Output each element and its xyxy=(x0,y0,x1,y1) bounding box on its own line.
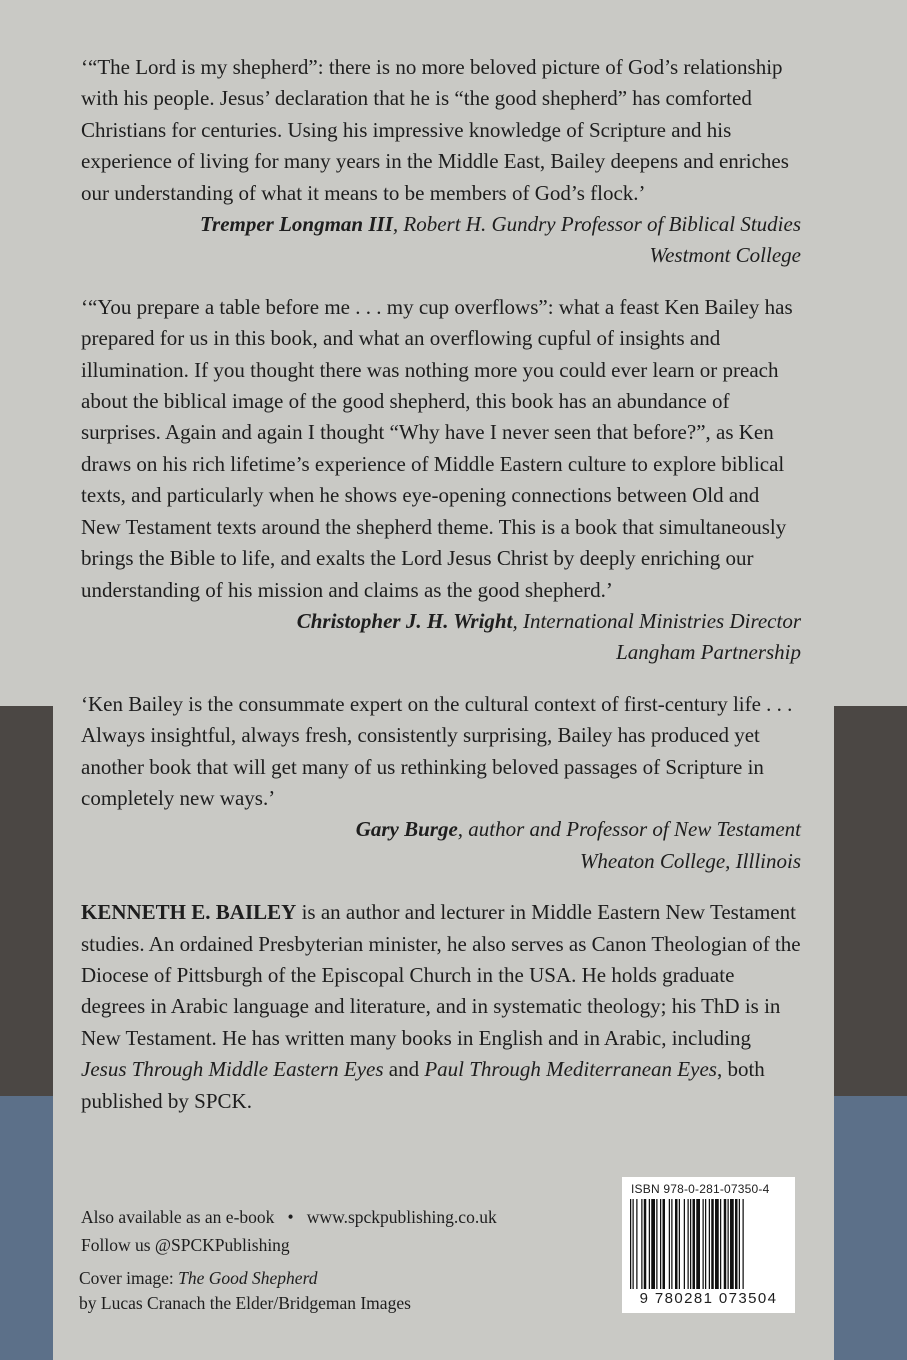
barcode-bar xyxy=(649,1199,650,1289)
left-dark-band xyxy=(0,706,53,1096)
endorsement-3 xyxy=(81,689,801,877)
barcode-bar xyxy=(693,1199,696,1289)
barcode-bar xyxy=(703,1199,704,1289)
endorsement-quote: ‘“You prepare a table before me . . . my cup overflows”: what a feast Ken Bailey has prepared for us in this book, and what an overflowing cupful of insights and illumination. If you thought there was nothing more you could ever learn or preach about the biblical image of the good shepherd, this book has an abundance of surprises. Again and again I thought “Why have I never seen that before?”, as Ken draws on his rich lifetime’s experience of Middle Eastern culture to explore biblical texts, and particularly when he shows eye-opening connections between Old and New Testament texts around the shepherd theme. This is a book that simultaneously brings the Bible to life, and exalts the Lord Jesus Christ by deeply enriching our understanding of his mission and claims as the good shepherd.’ xyxy=(81,294,793,602)
barcode xyxy=(622,1177,795,1313)
barcode-bar xyxy=(715,1199,719,1289)
endorser-title: , International Ministries Director xyxy=(512,608,801,633)
barcode-bar xyxy=(739,1199,740,1289)
right-blue-band xyxy=(834,1096,907,1360)
endorser-title: , author and Professor of New Testament xyxy=(457,817,801,842)
cover-image-credit xyxy=(79,1266,411,1316)
barcode-bar xyxy=(651,1199,655,1289)
book-title: Jesus Through Middle Eastern Eyes xyxy=(81,1057,384,1082)
endorsement-attribution xyxy=(81,606,801,669)
barcode-bar xyxy=(669,1199,670,1289)
endorsement-2 xyxy=(81,292,801,669)
bio-text: , both published by SPCK. xyxy=(81,1057,765,1113)
barcode-bar xyxy=(671,1199,672,1289)
barcode-bar xyxy=(728,1199,729,1289)
barcode-bar xyxy=(735,1199,738,1289)
endorsement-quote: ‘“The Lord is my shepherd”: there is no more beloved picture of God’s relationship with his people. Jesus’ declaration that he is “the good shepherd” has comforted Christians for centuries. Using his impressive knowledge of Scripture and his experience of living for many years in the Middle East, Bailey deepens and enriches our understanding of what it means to be members of God’s flock.’ xyxy=(81,55,789,205)
barcode-bar xyxy=(660,1199,661,1289)
barcode-bar xyxy=(656,1199,657,1289)
author-bio xyxy=(81,897,801,1117)
back-cover-text xyxy=(81,52,801,1117)
barcode-bar xyxy=(679,1199,680,1289)
endorsement-quote: ‘Ken Bailey is the consummate expert on the cultural context of first-century life . . . Always insightful, always fresh, consistently surprising, Bailey has produced yet another book that will get many of us rethinking beloved passages of Scripture in completely new ways.’ xyxy=(81,691,793,810)
barcode-bar xyxy=(720,1199,721,1289)
barcode-bar xyxy=(688,1199,689,1289)
bio-text: is an author and lecturer in Middle Eastern New Testament studies. An ordained Presbyterian minister, he also serves as Canon Theologian of the Diocese of Pittsburgh of the Episcopal Church in the USA. He holds graduate degrees in Arabic language and literature, and in systematic theology; his ThD is in New Testament. He has written many books in English and in Arabic, including xyxy=(81,900,801,1050)
publisher-footer xyxy=(81,1203,497,1259)
endorser-institution: Langham Partnership xyxy=(616,640,801,665)
endorser-title: , Robert H. Gundry Professor of Biblical Studies xyxy=(392,212,801,237)
barcode-bar xyxy=(684,1199,685,1289)
endorsement-attribution xyxy=(81,814,801,877)
endorsement-1 xyxy=(81,52,801,272)
barcode-bar xyxy=(696,1199,700,1289)
isbn-label: ISBN 978-0-281-07350-4 xyxy=(631,1182,770,1196)
endorsement-attribution xyxy=(81,209,801,272)
barcode-bar xyxy=(663,1199,666,1289)
bio-text: and xyxy=(383,1057,425,1082)
barcode-bar xyxy=(724,1199,727,1289)
endorser-name: Christopher J. H. Wright xyxy=(296,608,513,633)
endorser-name: Tremper Longman III xyxy=(199,212,393,237)
right-dark-band xyxy=(834,706,907,1096)
artwork-title: The Good Shepherd xyxy=(178,1268,318,1288)
endorser-institution: Westmont College xyxy=(649,243,801,268)
author-name: KENNETH E. BAILEY xyxy=(81,900,297,925)
website-link[interactable]: www.spckpublishing.co.uk xyxy=(306,1207,497,1227)
social-handle[interactable]: Follow us @SPCKPublishing xyxy=(81,1235,290,1255)
barcode-bar xyxy=(636,1199,637,1289)
bullet: • xyxy=(287,1207,294,1227)
book-title: Paul Through Mediterranean Eyes xyxy=(424,1057,717,1082)
endorser-institution: Wheaton College, Illlinois xyxy=(579,848,801,873)
barcode-bar xyxy=(711,1199,714,1289)
endorser-name: Gary Burge xyxy=(355,817,458,842)
barcode-bar xyxy=(705,1199,706,1289)
barcode-bar xyxy=(630,1199,631,1289)
barcode-bar xyxy=(644,1199,647,1289)
barcode-bar xyxy=(709,1199,710,1289)
barcode-bar xyxy=(675,1199,678,1289)
barcode-bar xyxy=(730,1199,734,1289)
barcode-bar xyxy=(743,1199,744,1289)
barcode-bars xyxy=(630,1199,787,1289)
artwork-artist: by Lucas Cranach the Elder/Bridgeman Images xyxy=(79,1293,411,1313)
barcode-bar xyxy=(633,1199,634,1289)
credit-label: Cover image: xyxy=(79,1268,179,1288)
left-blue-band xyxy=(0,1096,53,1360)
ebook-note: Also available as an e-book xyxy=(81,1207,275,1227)
barcode-bar xyxy=(690,1199,691,1289)
ean-number: 9 780281 073504 xyxy=(639,1290,778,1307)
barcode-bar xyxy=(641,1199,642,1289)
